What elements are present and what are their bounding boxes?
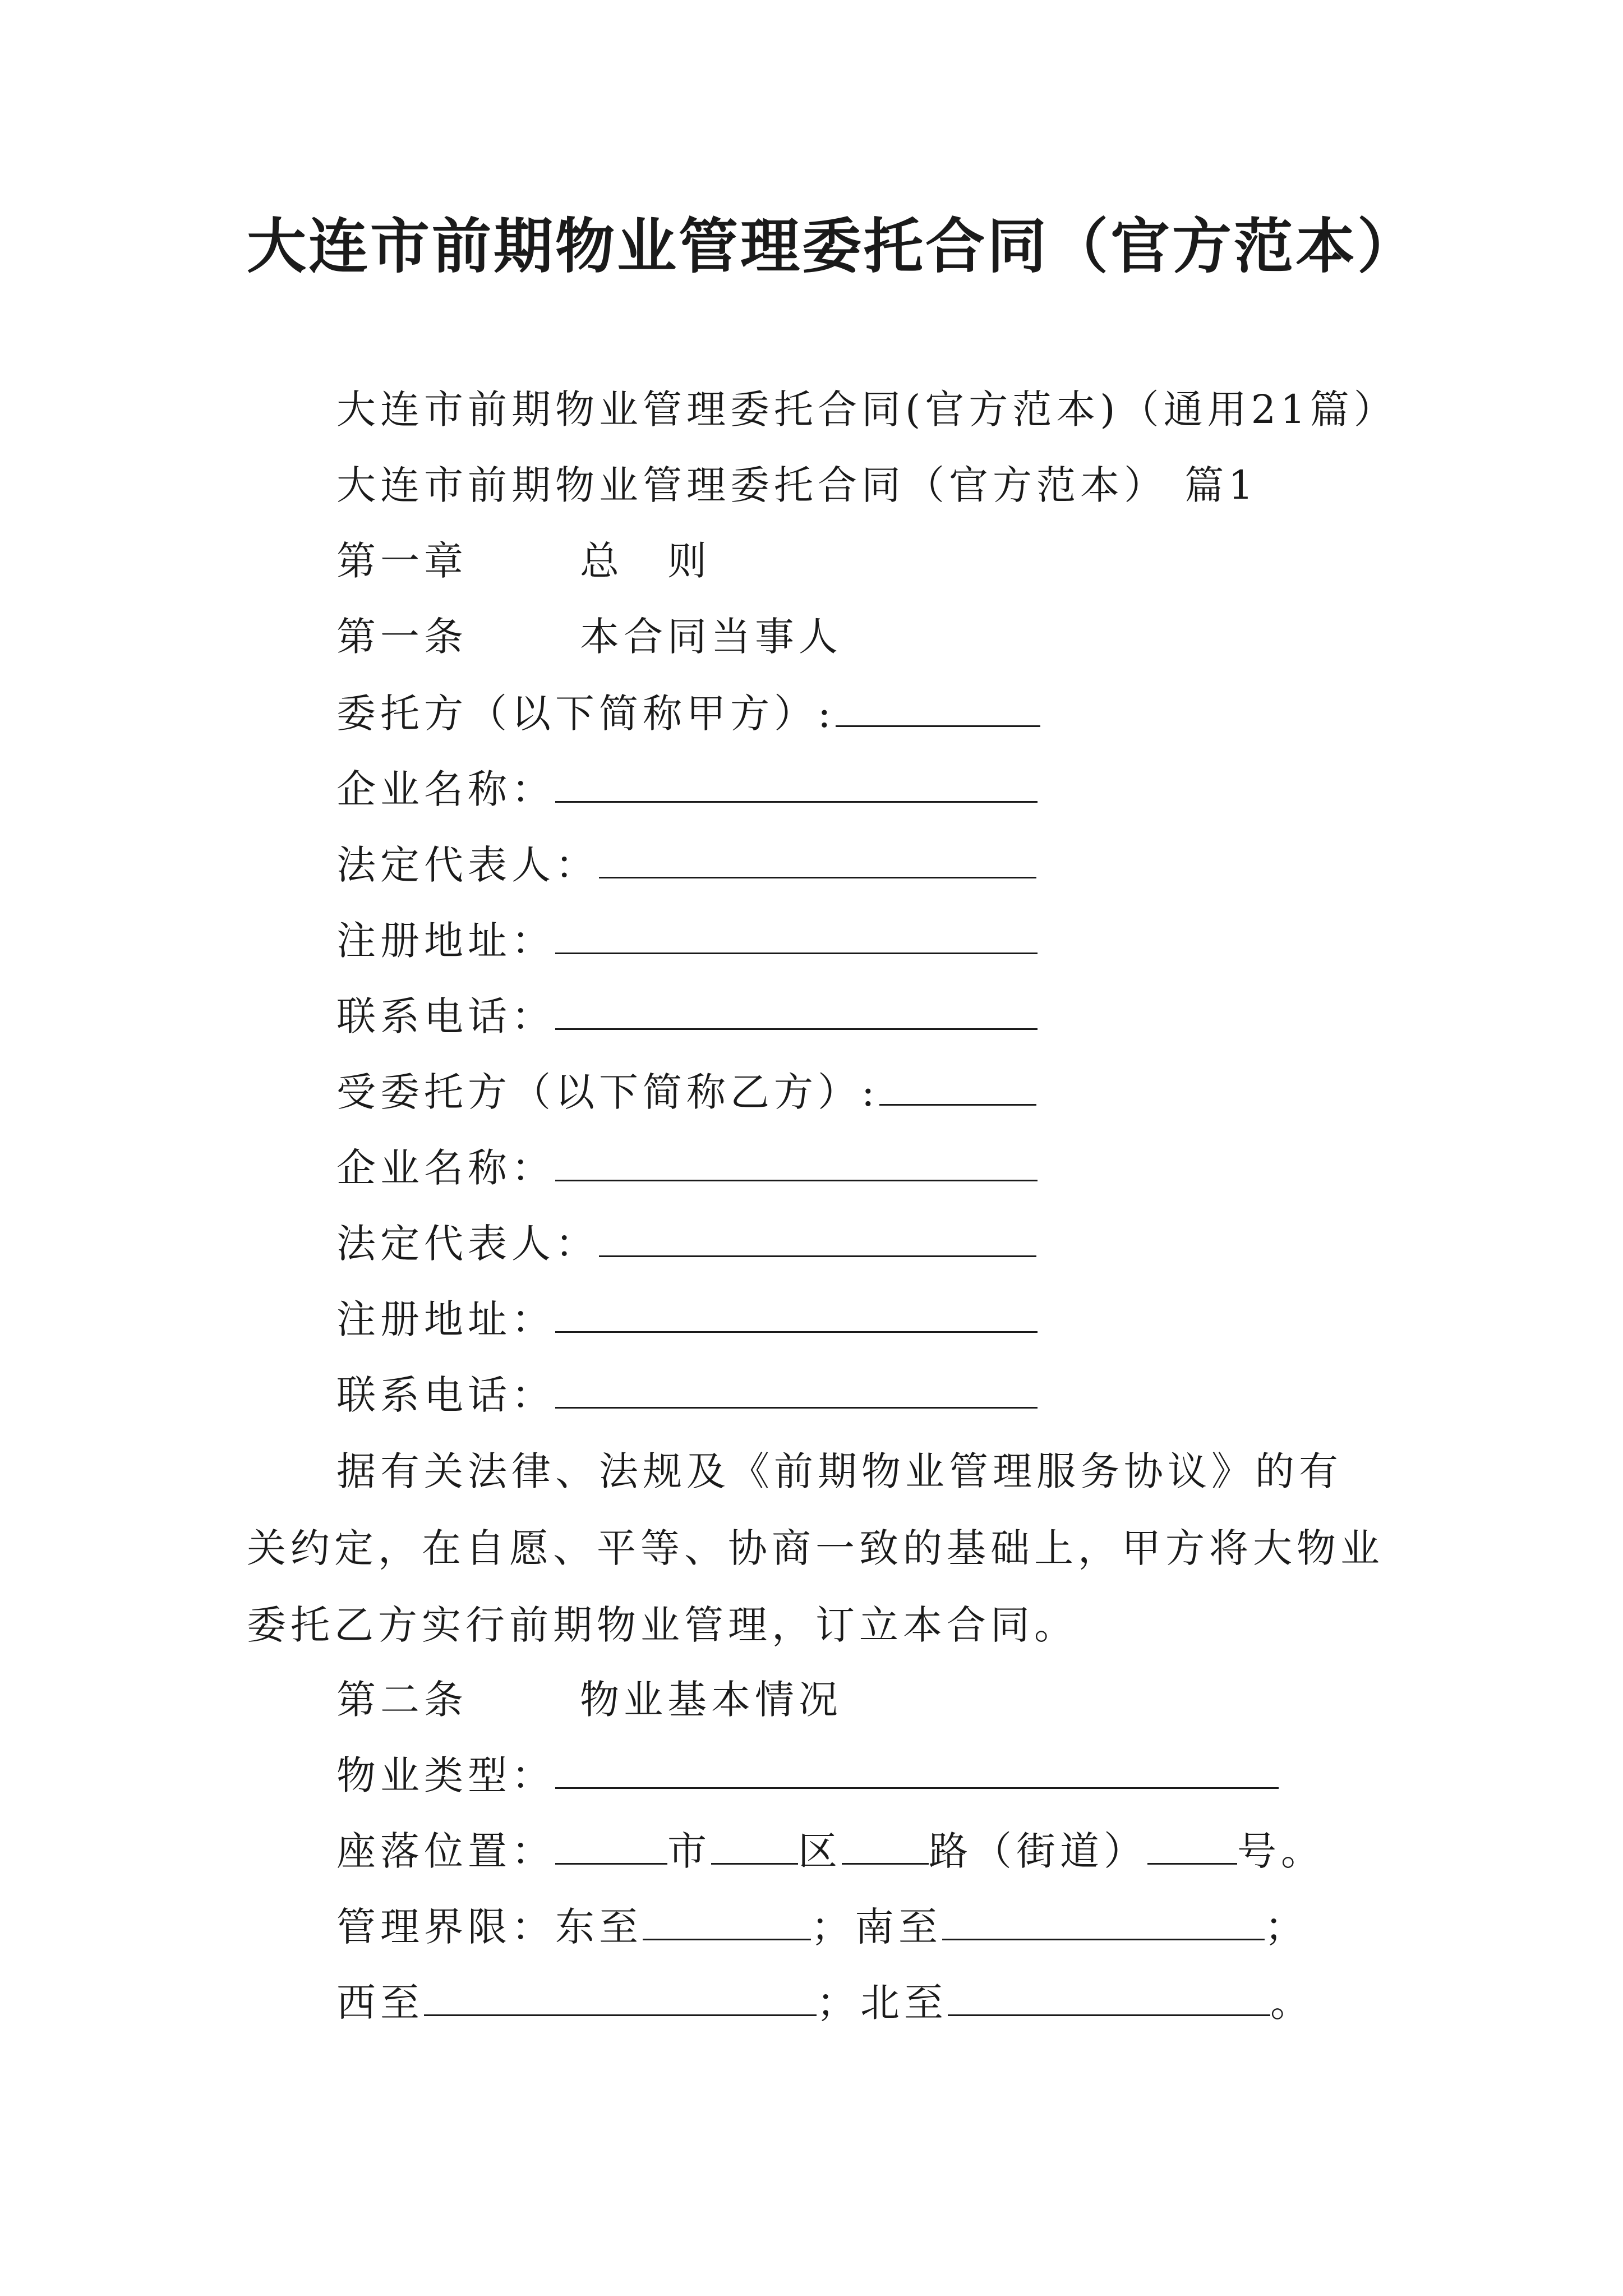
- location-road-field[interactable]: [842, 1829, 929, 1865]
- location-city-label: 市: [667, 1828, 711, 1874]
- party-b-address-label: 注册地址：: [336, 1296, 555, 1342]
- party-b-phone: [336, 1367, 1038, 1423]
- property-type-field[interactable]: [555, 1754, 1279, 1789]
- party-a-phone: [336, 988, 1038, 1045]
- document-subtitle: 大连市前期物业管理委托合同(官方范本)（通用21篇）: [336, 386, 1398, 432]
- party-a-heading-label: 委托方（以下简称甲方）:: [336, 691, 836, 737]
- boundary-line-1: [336, 1899, 1308, 1955]
- party-b-heading-label: 受委托方（以下简称乙方）:: [336, 1069, 879, 1115]
- party-b-heading: [336, 1064, 1036, 1120]
- location: [336, 1823, 1325, 1879]
- location-number-label: 号。: [1237, 1828, 1325, 1874]
- article-2-name: 物业基本情况: [580, 1677, 842, 1723]
- location-number-field[interactable]: [1147, 1829, 1237, 1865]
- party-b-company-label: 企业名称：: [336, 1145, 555, 1191]
- party-b-rep-label: 法定代表人：: [336, 1221, 599, 1267]
- location-city-field[interactable]: [555, 1829, 667, 1865]
- article-2-label: 第二条: [336, 1677, 468, 1723]
- party-a-address-field[interactable]: [555, 919, 1038, 954]
- separator: ；: [1265, 1904, 1308, 1950]
- article-1-label: 第一条: [336, 614, 468, 660]
- party-b-representative: [336, 1216, 1036, 1272]
- chapter-label: 第一章: [336, 538, 468, 584]
- party-a-name-field[interactable]: [836, 692, 1040, 727]
- party-a-company: [336, 761, 1038, 817]
- boundary-line-2: [336, 1975, 1314, 2031]
- section-heading: 大连市前期物业管理委托合同（官方范本） 篇1: [336, 462, 1258, 508]
- separator: 。: [1270, 1980, 1314, 2026]
- boundary-label: 管理界限：: [336, 1904, 555, 1950]
- party-a-rep-field[interactable]: [599, 843, 1036, 878]
- location-district-field[interactable]: [711, 1829, 798, 1865]
- boundary-south-label: 南至: [855, 1904, 942, 1950]
- article-2-heading: [336, 1672, 842, 1728]
- party-b-phone-field[interactable]: [555, 1373, 1038, 1409]
- location-label: 座落位置：: [336, 1828, 555, 1874]
- party-a-rep-label: 法定代表人：: [336, 842, 599, 888]
- separator: ；: [811, 1904, 855, 1950]
- party-a-address: [336, 913, 1038, 969]
- party-b-phone-label: 联系电话：: [336, 1372, 555, 1418]
- party-b-address-field[interactable]: [555, 1297, 1038, 1333]
- boundary-north-field[interactable]: [948, 1981, 1270, 2016]
- boundary-east-field[interactable]: [643, 1905, 811, 1940]
- boundary-east-label: 东至: [555, 1904, 643, 1950]
- party-a-address-label: 注册地址：: [336, 918, 555, 964]
- party-a-representative: [336, 837, 1036, 893]
- property-type-label: 物业类型：: [336, 1752, 555, 1798]
- party-a-heading: [336, 685, 1040, 742]
- party-a-company-label: 企业名称：: [336, 766, 555, 812]
- party-a-company-field[interactable]: [555, 767, 1038, 803]
- article-1-name: 本合同当事人: [580, 614, 842, 660]
- boundary-north-label: 北至: [860, 1980, 948, 2026]
- location-road-label: 路（街道）: [929, 1828, 1147, 1874]
- party-b-company: [336, 1140, 1038, 1196]
- party-b-rep-field[interactable]: [599, 1222, 1036, 1257]
- boundary-west-label: 西至: [336, 1980, 424, 2026]
- location-district-label: 区: [798, 1828, 842, 1874]
- article-1-heading: [336, 609, 842, 665]
- party-a-phone-label: 联系电话：: [336, 993, 555, 1039]
- document-title: 大连市前期物业管理委托合同（官方范本）: [247, 212, 1419, 281]
- party-b-address: [336, 1291, 1038, 1347]
- preamble-paragraph: 据有关法律、法规及《前期物业管理服务协议》的有关约定，在自愿、平等、协商一致的基础上，甲方将大物业委托乙方实行前期物业管理，订立本合同。: [247, 1448, 1384, 1648]
- party-a-phone-field[interactable]: [555, 995, 1038, 1030]
- separator: ；: [817, 1980, 860, 2026]
- boundary-south-field[interactable]: [942, 1905, 1265, 1940]
- property-type: [336, 1747, 1279, 1803]
- party-b-company-field[interactable]: [555, 1146, 1038, 1181]
- boundary-west-field[interactable]: [424, 1981, 817, 2016]
- party-b-name-field[interactable]: [879, 1070, 1036, 1106]
- chapter-heading: [336, 533, 711, 589]
- chapter-name: 总 则: [580, 538, 711, 584]
